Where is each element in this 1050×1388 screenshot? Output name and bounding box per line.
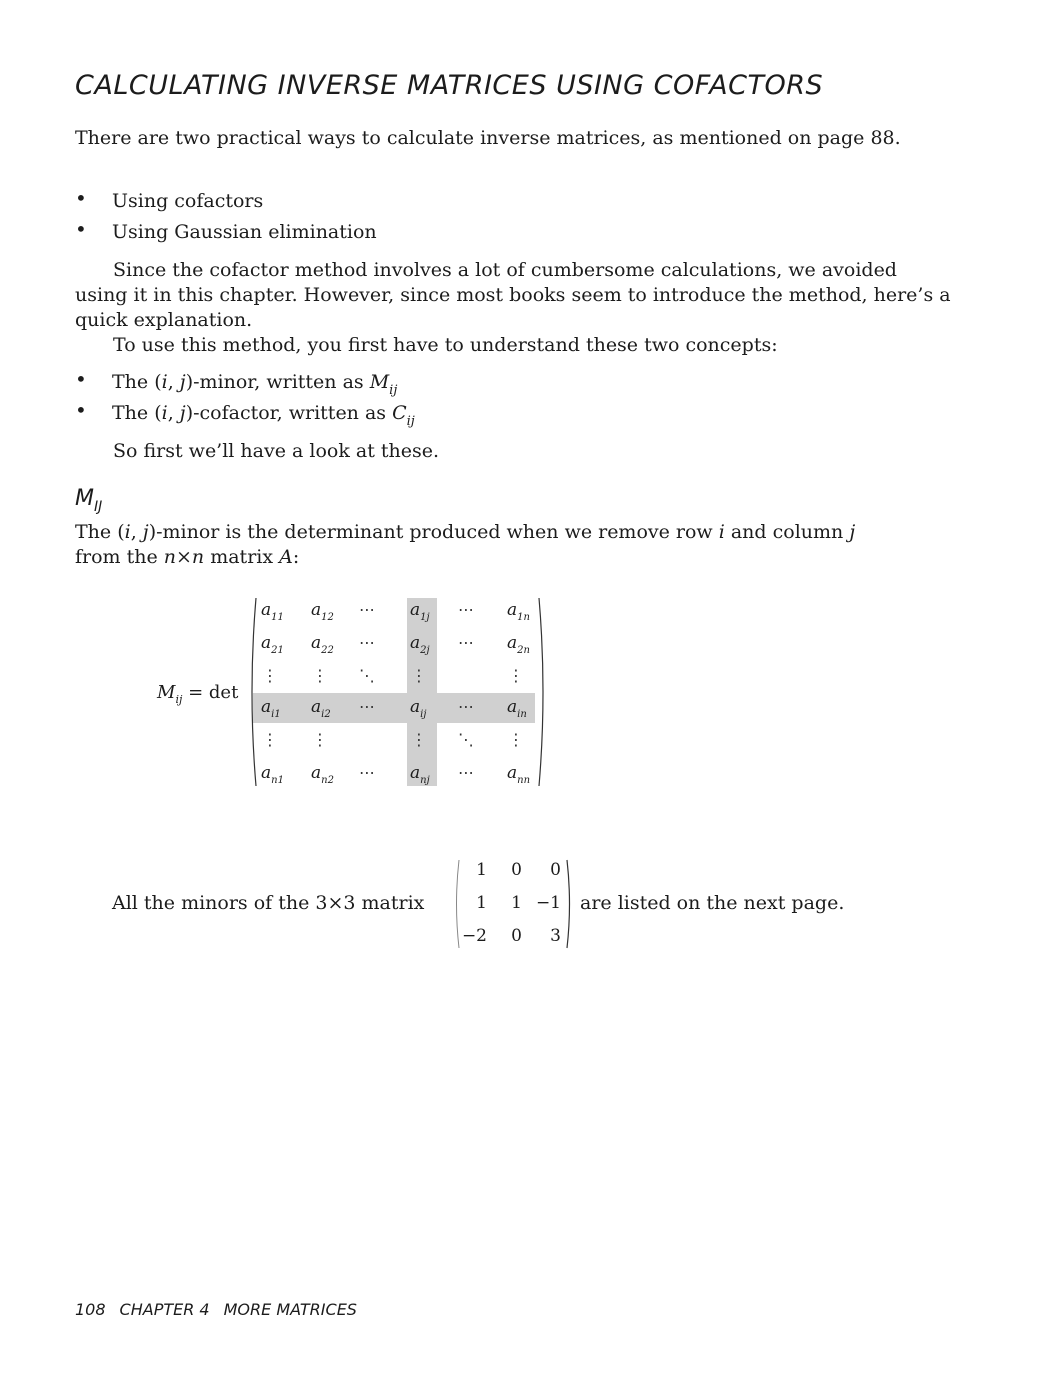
example-right-bar: [563, 858, 573, 950]
example-matrix-entry: 1: [511, 893, 522, 913]
page-title: CALCULATING INVERSE MATRICES USING COFACTORS: [75, 70, 824, 101]
matrix-entry: $a_{nj}$: [410, 763, 430, 786]
bullet-dot: •: [75, 367, 87, 391]
matrix-ellipsis: ⋯: [359, 697, 375, 716]
bullet-text: Using Gaussian elimination: [112, 221, 377, 243]
example-matrix-entry: −1: [535, 893, 561, 913]
example-matrix-entry: 0: [511, 860, 522, 880]
matrix-ellipsis: ⋮: [508, 730, 524, 749]
chapter-title: MORE MATRICES: [223, 1300, 357, 1319]
matrix-ellipsis: ⋮: [508, 666, 524, 685]
matrix-ellipsis: ⋯: [458, 763, 474, 782]
matrix-entry: $a_{21}$: [261, 633, 284, 656]
example-text-before: All the minors of the 3×3 matrix: [112, 892, 425, 914]
bullet-dot: •: [75, 186, 87, 210]
paragraph-cofactor-method: Since the cofactor method involves a lot of cumbersome calculations, we avoided using it in this chapter. However, since most books seem to introduce the method, here’s a quick explanation.: [75, 259, 951, 331]
matrix-ellipsis: ⋮: [411, 730, 427, 749]
removed-column-highlight: [407, 598, 437, 786]
example-matrix-entry: −2: [461, 926, 487, 946]
matrix-ellipsis: ⋮: [262, 666, 278, 685]
chapter-label: CHAPTER 4: [119, 1300, 210, 1319]
section-heading-minor: $M_{IJ}$: [75, 486, 103, 515]
matrix-entry: $a_{11}$: [261, 600, 284, 623]
matrix-entry: $a_{2n}$: [507, 633, 530, 656]
matrix-entry: $a_{in}$: [507, 697, 527, 720]
example-matrix-entry: 1: [476, 893, 487, 913]
matrix-entry: $a_{1j}$: [410, 600, 430, 623]
page-footer: [75, 1300, 371, 1319]
matrix-entry: $a_{1n}$: [507, 600, 530, 623]
bullet-text: The (i, j)-minor, written as $M_{ij}$: [112, 371, 398, 398]
matrix-entry: $a_{i2}$: [311, 697, 331, 720]
matrix-entry: $a_{2j}$: [410, 633, 430, 656]
matrix-entry: $a_{22}$: [311, 633, 334, 656]
minor-definition: The (i, j)-minor is the determinant produced when we remove row i and column j from the n×n matrix A:: [75, 521, 856, 568]
intro-paragraph: There are two practical ways to calculate inverse matrices, as mentioned on page 88.: [75, 127, 901, 149]
bullet-text: Using cofactors: [112, 190, 264, 212]
matrix-ellipsis: ⋮: [312, 666, 328, 685]
matrix-ellipsis: ⋮: [411, 666, 427, 685]
matrix-ellipsis: ⋱: [458, 730, 474, 749]
paragraph-concepts-intro: To use this method, you first have to understand these two concepts:: [113, 334, 778, 356]
left-paren: [246, 596, 258, 788]
minor-label: $M_{ij} = \det$: [157, 682, 239, 706]
matrix-entry: $a_{i1}$: [261, 697, 281, 720]
bullet-dot: •: [75, 217, 87, 241]
matrix-ellipsis: ⋱: [359, 666, 375, 685]
example-matrix-entry: 1: [476, 860, 487, 880]
paragraph-look: So first we’ll have a look at these.: [113, 440, 440, 462]
matrix-entry: $a_{n2}$: [311, 763, 334, 786]
matrix-entry: $a_{ij}$: [410, 697, 427, 720]
matrix-ellipsis: ⋮: [262, 730, 278, 749]
matrix-ellipsis: ⋯: [359, 633, 375, 652]
example-matrix-entry: 3: [550, 926, 561, 946]
matrix-entry: $a_{n1}$: [261, 763, 284, 786]
page-number: 108: [75, 1300, 106, 1319]
example-matrix-entry: 0: [511, 926, 522, 946]
example-matrix-entry: 0: [550, 860, 561, 880]
bullet-dot: •: [75, 398, 87, 422]
right-paren: [537, 596, 549, 788]
matrix-ellipsis: ⋯: [359, 763, 375, 782]
matrix-ellipsis: ⋮: [312, 730, 328, 749]
matrix-ellipsis: ⋯: [458, 697, 474, 716]
matrix-ellipsis: ⋯: [458, 600, 474, 619]
bullet-text: The (i, j)-cofactor, written as $C_{ij}$: [112, 402, 415, 429]
matrix-ellipsis: ⋯: [359, 600, 375, 619]
example-text-after: are listed on the next page.: [580, 892, 845, 914]
matrix-entry: $a_{12}$: [311, 600, 334, 623]
matrix-ellipsis: ⋯: [458, 633, 474, 652]
matrix-entry: $a_{nn}$: [507, 763, 531, 786]
